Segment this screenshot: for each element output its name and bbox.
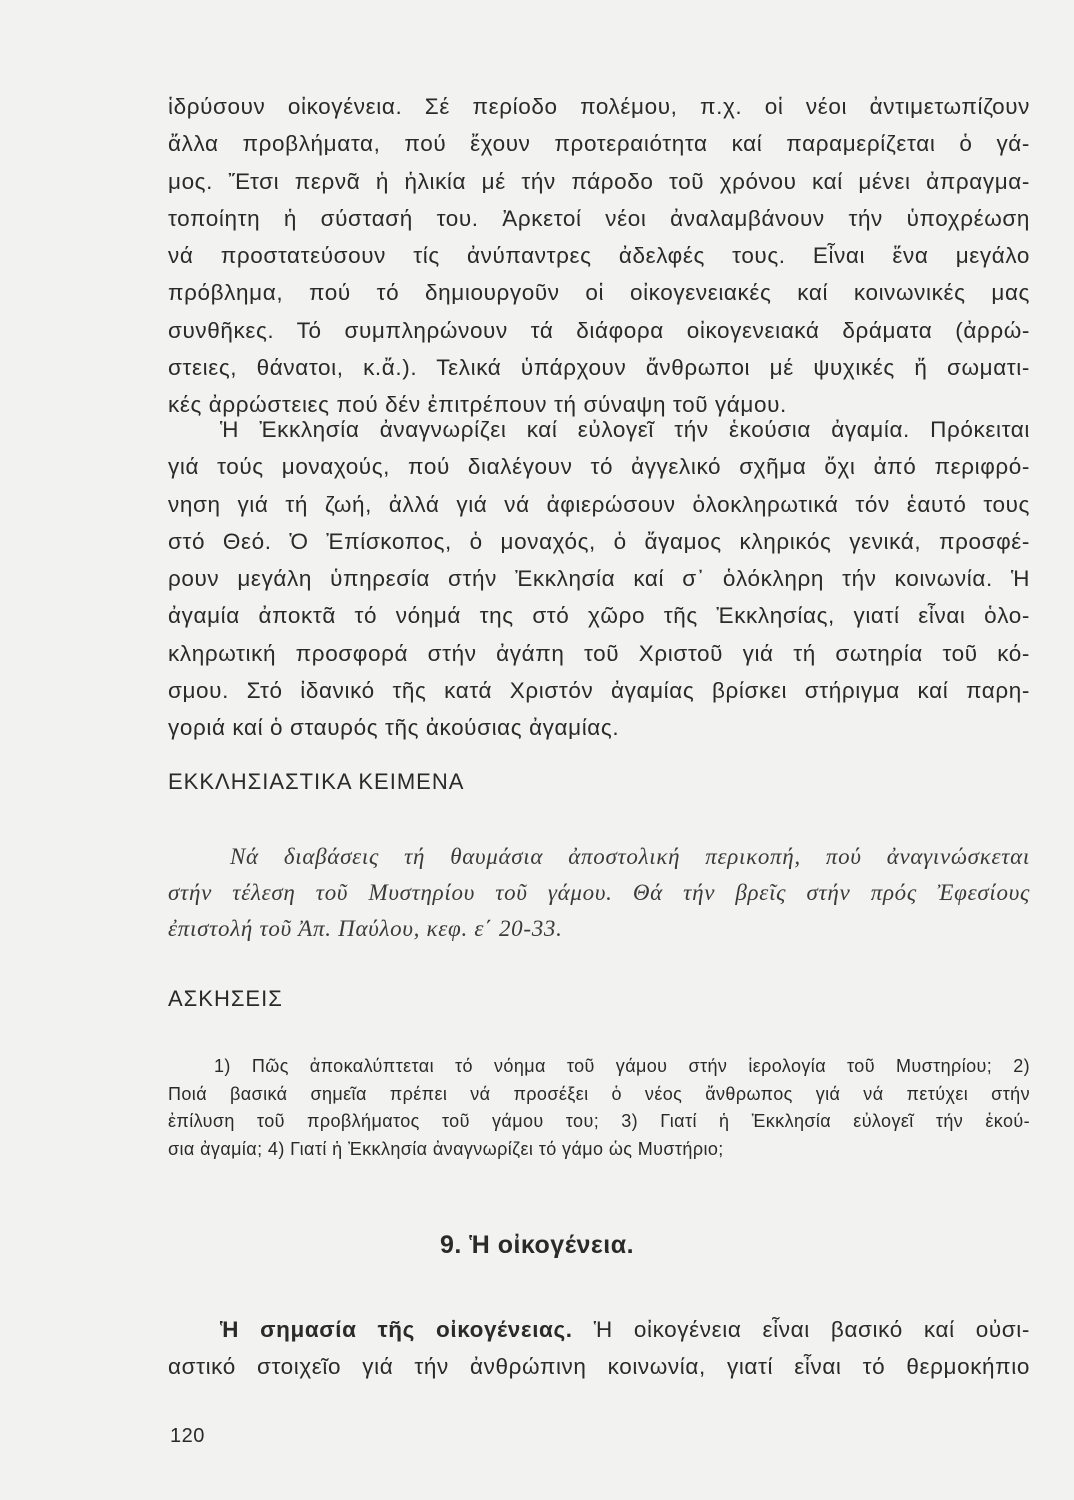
text-line: γιά τούς μοναχούς, πού διαλέγουν τό ἀγγελικό σχῆμα ὄχι ἀπό περιφρό- bbox=[168, 454, 1030, 480]
text-line: Νά διαβάσεις τή θαυμάσια ἀποστολική περικοπή, πού ἀναγινώσκεται bbox=[230, 844, 1030, 869]
section-heading-exercises: ΑΣΚΗΣΕΙΣ bbox=[168, 986, 283, 1011]
text-line: ρουν μεγάλη ὑπηρεσία στήν Ἐκκλησία καί σ᾽ ὁλόκληρη τήν κοινωνία. Ἡ bbox=[168, 566, 1030, 592]
page-number: 120 bbox=[170, 1425, 205, 1447]
text-line: συνθῆκες. Τό συμπληρώνουν τά διάφορα οἰκογενειακά δράματα (ἀρρώ- bbox=[168, 317, 1030, 343]
text-line bbox=[168, 1311, 1030, 1348]
exercises-list bbox=[168, 1053, 1030, 1163]
text-line: μος. Ἔτσι περνᾶ ἡ ἡλικία μέ τήν πάροδο τοῦ χρόνου καί μένει ἀπραγμα- bbox=[168, 168, 1030, 194]
text-line: ἱδρύσουν οἰκογένεια. Σέ περίοδο πολέμου, π.χ. οἱ νέοι ἀντιμετωπίζουν bbox=[168, 94, 1030, 119]
text-line: τοποίητη ἡ σύστασή του. Ἀρκετοί νέοι ἀναλαμβάνουν τήν ὑποχρέωση bbox=[168, 205, 1030, 231]
text-line: κληρωτική προσφορά στήν ἀγάπη τοῦ Χριστοῦ γιά τή σωτηρία τοῦ κό- bbox=[168, 640, 1030, 666]
text-line: κές ἀρρώστειες πού δέν ἐπιτρέπουν τή σύναψη τοῦ γάμου. bbox=[168, 392, 787, 418]
chapter-title: 9. Ἡ οἰκογένεια. bbox=[439, 1231, 635, 1259]
text-line: ἐπιστολή τοῦ Ἀπ. Παύλου, κεφ. ε΄ 20-33. bbox=[168, 916, 563, 941]
text-line: αστικό στοιχεῖο γιά τήν ἀνθρώπινη κοινωνία, γιατί εἶναι τό θερμοκήπιο bbox=[168, 1354, 1030, 1380]
text-line: νηση γιά τή ζωή, ἀλλά γιά νά ἀφιερώσουν ὁλοκληρωτικά τόν ἑαυτό τους bbox=[168, 491, 1030, 517]
text-line: ἀγαμία ἀποκτᾶ τό νόημά της στό χῶρο τῆς Ἐκκλησίας, γιατί εἶναι ὁλο- bbox=[168, 603, 1030, 629]
text-line: Ἡ Ἐκκλησία ἀναγνωρίζει καί εὐλογεῖ τήν ἑκούσια ἀγαμία. Πρόκειται bbox=[220, 417, 1030, 442]
text-line: 1) Πῶς ἀποκαλύπτεται τό νόημα τοῦ γάμου στήν ἱερολογία τοῦ Μυστηρίου; 2) bbox=[214, 1056, 1030, 1076]
bold-lead-heading: Ἡ σημασία τῆς οἰκογένειας. bbox=[220, 1317, 573, 1342]
text-line: σμου. Στό ἰδανικό τῆς κατά Χριστόν ἀγαμίας βρίσκει στήριγμα καί παρη- bbox=[168, 678, 1030, 704]
paragraph-voluntary-celibacy bbox=[168, 411, 1030, 747]
paragraph-unmarried-problems bbox=[168, 88, 1030, 424]
text-line: Ποιά βασικά σημεῖα πρέπει νά προσέξει ὁ νέος ἄνθρωπος γιά νά πετύχει στήν bbox=[168, 1083, 1030, 1104]
section-heading-church-texts: ΕΚΚΛΗΣΙΑΣΤΙΚΑ ΚΕΙΜΕΝΑ bbox=[168, 769, 465, 794]
text-line: ἐπίλυση τοῦ προβλήματος τοῦ γάμου του; 3) Γιατί ἡ Ἐκκλησία εὐλογεῖ τήν ἑκού- bbox=[168, 1111, 1030, 1131]
text-line: σια ἀγαμία; 4) Γιατί ἡ Ἐκκλησία ἀναγνωρίζει τό γάμο ὡς Μυστήριο; bbox=[168, 1138, 724, 1159]
text-line: νά προστατεύσουν τίς ἀνύπαντρες ἀδελφές τους. Εἶναι ἕνα μεγάλο bbox=[168, 243, 1030, 269]
text-line: ἄλλα προβλήματα, πού ἔχουν προτεραιότητα καί παραμερίζεται ὁ γά- bbox=[168, 131, 1030, 157]
text-line: στό Θεό. Ὁ Ἐπίσκοπος, ὁ μοναχός, ὁ ἄγαμος κληρικός γενικά, προσφέ- bbox=[168, 528, 1030, 554]
text-line: στειες, θάνατοι, κ.ἄ.). Τελικά ὑπάρχουν ἄνθρωποι μέ ψυχικές ἤ σωματι- bbox=[168, 355, 1030, 381]
church-texts-passage bbox=[168, 839, 1030, 947]
text-fragment: Ἡ οἰκογένεια εἶναι βασικό καί οὐσι- bbox=[572, 1317, 1030, 1342]
paragraph-family-importance bbox=[168, 1311, 1030, 1386]
text-line: πρόβλημα, πού τό δημιουργοῦν οἱ οἰκογενειακές καί κοινωνικές μας bbox=[168, 280, 1030, 306]
text-line: στήν τέλεση τοῦ Μυστηρίου τοῦ γάμου. Θά τήν βρεῖς στήν πρός Ἐφεσίους bbox=[168, 880, 1030, 905]
text-line: γοριά καί ὁ σταυρός τῆς ἀκούσιας ἀγαμίας. bbox=[168, 715, 620, 741]
